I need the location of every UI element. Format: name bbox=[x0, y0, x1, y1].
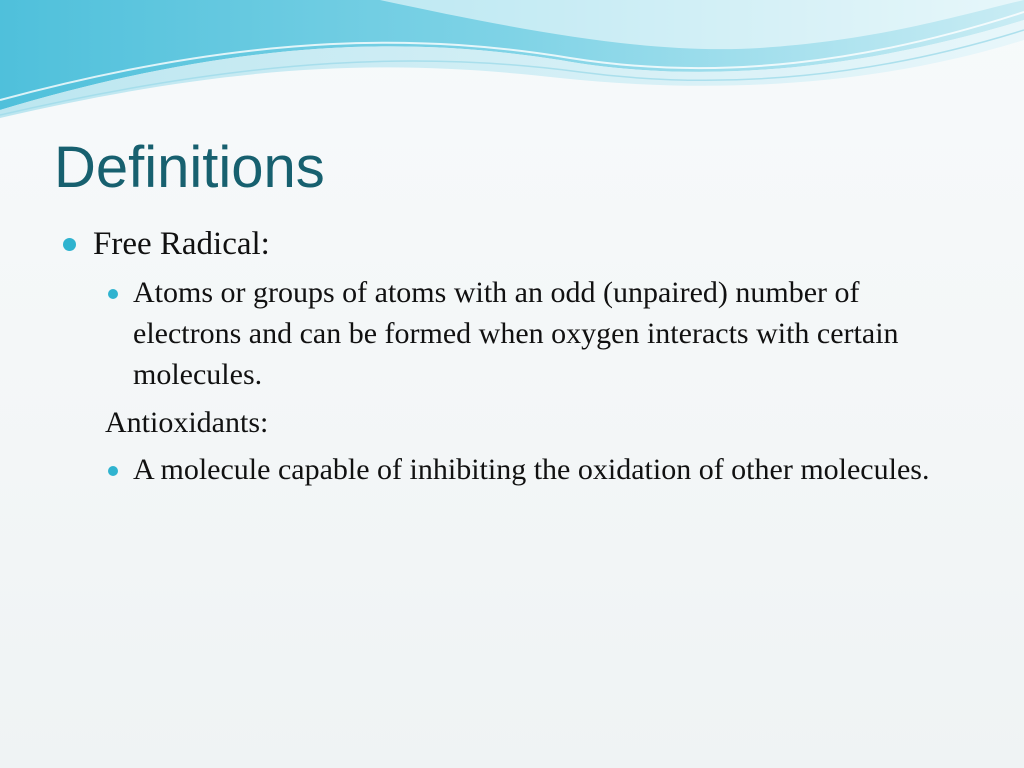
list-item-free-radical bbox=[60, 222, 960, 266]
slide-body bbox=[60, 222, 960, 490]
slide-title: Definitions bbox=[54, 135, 325, 200]
definition-text: Atoms or groups of atoms with an odd (unpaired) number of electrons and can be formed when oxygen interacts with certain molecules. bbox=[133, 276, 899, 391]
bullet-icon bbox=[108, 466, 118, 476]
term-heading: Free Radical: bbox=[93, 226, 270, 262]
bullet-icon bbox=[108, 289, 118, 299]
definition-antioxidants bbox=[133, 449, 960, 490]
bullet-icon bbox=[63, 238, 76, 251]
header-wave-decoration bbox=[0, 0, 1024, 130]
definition-free-radical bbox=[133, 272, 960, 395]
term-heading-antioxidants: Antioxidants: bbox=[105, 406, 269, 439]
definition-text: A molecule capable of inhibiting the oxidation of other molecules. bbox=[133, 453, 930, 486]
